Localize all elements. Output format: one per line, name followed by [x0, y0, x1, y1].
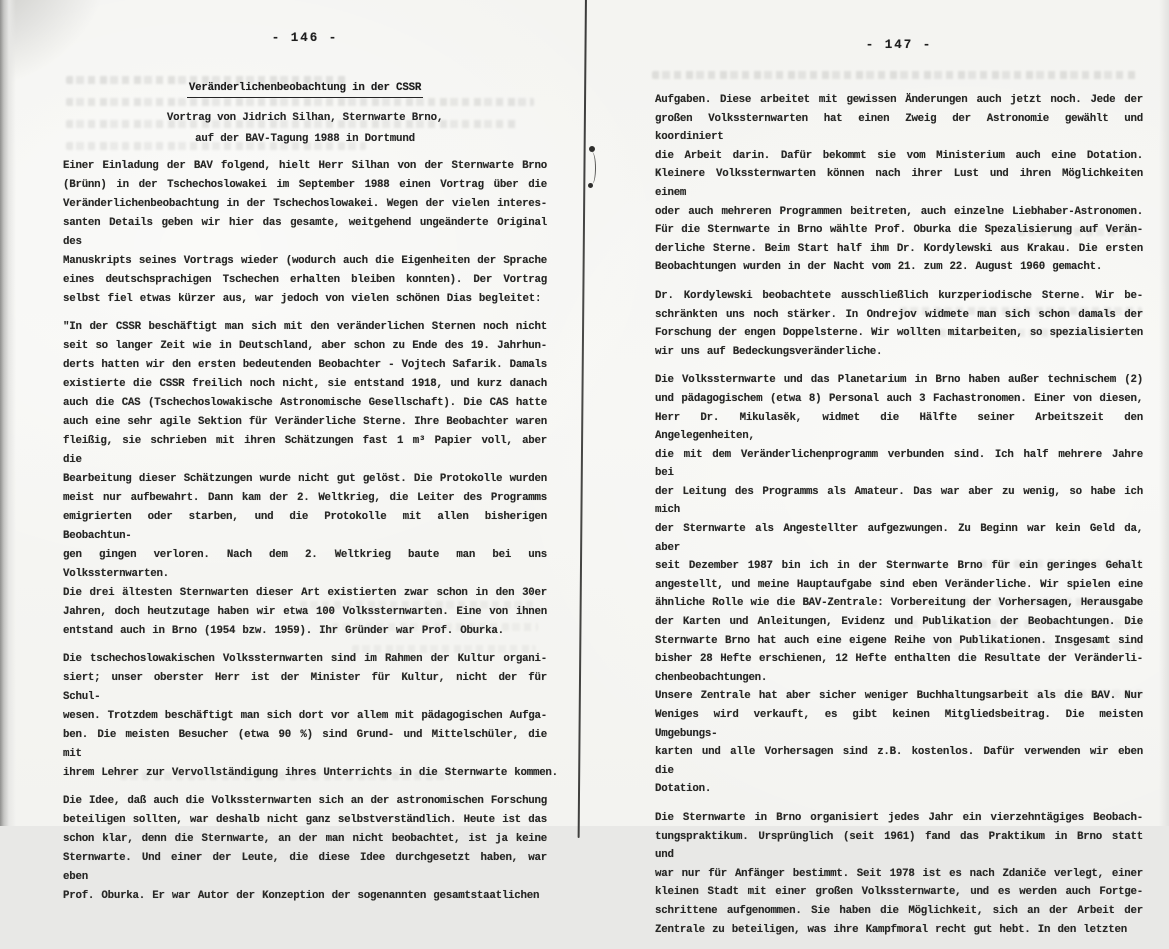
text-line: Beobachtungen wurden in der Nacht vom 21. zum 22. August 1960 gemacht. [655, 261, 1103, 274]
text-line: angestellt, und meine Hauptaufgabe sind eben Veränderliche. Wir spielen eine [655, 578, 1143, 591]
article-title-text: Veränderlichenbeobachtung in der CSSR [187, 82, 423, 98]
text-line: Bearbeitung dieser Schätzungen wurde nicht gut gelöst. Die Protokolle wurden [63, 473, 547, 485]
text-line: bisher 28 Hefte erschienen, 12 Hefte enthalten die Resultate der Veränderli- [655, 653, 1143, 666]
text-line: (Brünn) in der Tschechoslowakei im September 1988 einen Vortrag über die [63, 179, 547, 191]
text-line: Einer Einladung der BAV folgend, hielt Herr Silhan von der Sternwarte Brno [63, 160, 547, 172]
bleed-through-text [652, 71, 1138, 79]
paragraph [655, 371, 1143, 799]
text-line: die Arbeit darin. Dafür bekommt sie vom Ministerium auch eine Dotation. [655, 149, 1143, 162]
text-line: siert; unser oberster Herr ist der Minister für Kultur, nicht der für Schul- [63, 672, 547, 703]
page-146-body-text [63, 157, 558, 915]
bleed-through-text [66, 98, 534, 106]
text-line: entstand auch in Brno (1954 bzw. 1959). Ihr Gründer war Prof. Oburka. [63, 625, 504, 637]
page-147-body-text [655, 91, 1143, 949]
text-line: existierte die CSSR freilich noch nicht, sie entstand 1918, und kurz danach [63, 378, 547, 390]
article-subtitle-line-1: Vortrag von Jidrich Silhan, Sternwarte Brno, [166, 112, 444, 124]
page-number: - 147 - [865, 38, 933, 52]
text-line: Prof. Oburka. Er war Autor der Konzeption der sogenannten gesamtstaatlichen [63, 890, 540, 902]
text-line: karten und alle Vorhersagen sind z.B. kostenlos. Dafür verwenden wir eben die [655, 746, 1143, 777]
page-fold-line [578, 0, 587, 838]
text-line: und pädagogischem (etwa 8) Personal auch 3 Fachastronomen. Einer von diesen, [655, 392, 1143, 405]
article-subtitle-line-2: auf der BAV-Tagung 1988 in Dortmund [195, 133, 415, 145]
text-line: gen gingen verloren. Nach dem 2. Weltkrieg baute man bei uns Volkssternwarten. [63, 549, 547, 580]
text-line: Die tschechoslowakischen Volkssternwarten sind im Rahmen der Kultur organi- [63, 653, 547, 665]
text-line: ähnliche Rolle wie die BAV-Zentrale: Vorbereitung der Vorhersagen, Herausgabe [655, 597, 1143, 610]
text-line: schon klar, denn die Sternwarte, an der man nicht beobachtet, ist ja keine [63, 833, 547, 845]
text-line: Zentrale zu beteiligen, was ihre Kampfmoral recht gut hebt. In den letzten [655, 923, 1127, 936]
text-line: großen Volkssternwarten hat einen Zweig der Astronomie gewählt und koordiniert [655, 112, 1143, 144]
text-line: seit so langer Zeit wie in Deutschland, aber schon zu Ende des 19. Jahrhun- [63, 340, 547, 352]
text-line: Unsere Zentrale hat aber sicher weniger Buchhaltungsarbeit als die BAV. Nur [655, 690, 1143, 703]
text-line: schränkten uns noch stärker. In Ondrejov widmete man sich schon damals der [655, 308, 1143, 321]
text-line: war nur für Anfänger bestimmt. Seit 1978 ist es nach Zdaniče verlegt, einer [655, 867, 1143, 880]
text-line: wir uns auf Bedeckungsveränderliche. [655, 345, 883, 358]
text-line: selbst fiel etwas kürzer aus, war jedoch von vielen schönen Dias begleitet: [63, 293, 542, 305]
text-line: Die Sternwarte in Brno organisiert jedes Jahr ein vierzehntägiges Beobach- [655, 811, 1143, 824]
fold-mark [588, 152, 596, 184]
text-line: beteiligen sollten, war deshalb nicht ganz selbstverständlich. Heute ist das [63, 814, 547, 826]
text-line: Forschung der engen Doppelsterne. Wir wollten mitarbeiten, so spezialisierten [655, 327, 1143, 340]
text-line: fleißig, sie schrieben mit ihren Schätzungen fast 1 m³ Papier voll, aber die [63, 435, 547, 466]
text-line: Dotation. [655, 783, 712, 796]
page-number: - 146 - [271, 31, 339, 45]
article-title [63, 82, 547, 94]
text-line: Manuskripts seines Vortrags wieder (wodurch auch die Eigenheiten der Sprache [63, 255, 547, 267]
text-line: Jahren, doch heutzutage haben wir etwa 100 Volkssternwarten. Eine von ihnen [63, 606, 547, 618]
text-line: meist nur aufbewahrt. Dann kam der 2. Weltkrieg, die Leiter des Programms [63, 492, 547, 504]
text-line: der Sternwarte als Angestellter aufgezwungen. Zu Beginn war kein Geld da, aber [655, 523, 1143, 554]
text-line: Weniges wird verkauft, es gibt keinen Mitgliedsbeitrag. Die meisten Umgebungs- [655, 709, 1143, 740]
text-line: ben. Die meisten Besucher (etwa 90 %) sind Grund- und Mittelschüler, die mit [63, 729, 547, 760]
text-line: tungspraktikum. Ursprünglich (seit 1961) fand das Praktikum in Brno statt und [655, 830, 1143, 862]
text-line: seit Dezember 1987 bin ich in der Sternwarte Brno für ein geringes Gehalt [655, 560, 1143, 573]
text-line: Herr Dr. Mikulasěk, widmet die Hälfte seiner Arbeitszeit den Angelegenheiten, [655, 411, 1143, 443]
paragraph [63, 318, 547, 641]
text-line: Dr. Kordylewski beobachtete ausschließlich kurzperiodische Sterne. Wir be- [655, 289, 1143, 302]
text-line: Kleinere Volkssternwarten können nach ihrer Lust und ihren Möglichkeiten einem [655, 168, 1143, 199]
paragraph [63, 792, 547, 906]
paragraph [63, 650, 558, 783]
text-line: ihrem Lehrer zur Vervollständigung ihres Unterrichts in die Sternwarte kommen. [63, 767, 558, 779]
fold-speck [588, 183, 593, 188]
text-line: Aufgaben. Diese arbeitet mit gewissen Änderungen auch jetzt noch. Jede der [655, 94, 1143, 106]
text-line: der Karten und Anleitungen, Evidenz und Publikation der Beobachtungen. Die [655, 616, 1143, 629]
text-line: "In der CSSR beschäftigt man sich mit den veränderlichen Sternen noch nicht [63, 321, 547, 333]
text-line: auch eine sehr agile Sektion für Veränderliche Sterne. Ihre Beobachter waren [63, 416, 547, 428]
scan-right-edge [1159, 0, 1169, 826]
text-line: santen Details geben wir hier das gesamte, weitgehend ungeänderte Original des [63, 217, 547, 248]
text-line: Sternwarte Brno hat auch eine eigene Reihe von Publikationen. Insgesamt sind [655, 634, 1143, 647]
text-line: Veränderlichenbeobachtung in der Tschechoslowakei. Wegen der vielen interes- [63, 198, 547, 210]
text-line: derliche Sterne. Beim Start half ihm Dr. Kordylewski aus Krakau. Die ersten [655, 242, 1143, 255]
text-line: emigrierten oder starben, und die Protokolle mit allen bisherigen Beobachtun- [63, 511, 547, 542]
text-line: oder auch mehreren Programmen beitreten, auch einzelne Liebhaber-Astronomen. [655, 205, 1143, 218]
text-line: Sternwarte. Und einer der Leute, die diese Idee durchgesetzt haben, war eben [63, 852, 547, 883]
text-line: auch die CAS (Tschechoslowakische Astronomische Gesellschaft). Die CAS hatte [63, 397, 547, 409]
text-line: Für die Sternwarte in Brno wählte Prof. Oburka die Spezalisierung auf Verän- [655, 224, 1143, 237]
text-line: wesen. Trotzdem beschäftigt man sich dort vor allem mit pädagogischen Aufga- [63, 710, 547, 722]
paragraph [655, 287, 1143, 361]
fold-speck [589, 146, 595, 152]
paragraph [63, 157, 547, 309]
text-line: Die Volkssternwarte und das Planetarium in Brno haben außer technischem (2) [655, 374, 1143, 387]
scan-left-edge [0, 0, 16, 826]
paragraph [655, 809, 1143, 939]
text-line: die mit dem Veränderlichenprogramm verbunden sind. Ich half mehrere Jahre bei [655, 448, 1143, 480]
text-line: Die Idee, daß auch die Volkssternwarten sich an der astronomischen Forschung [63, 795, 547, 807]
text-line: eines deutschsprachigen Tschechen erhalten bleiben konnten). Der Vortrag [63, 274, 547, 286]
text-line: derts hatten wir den ersten bedeutenden Beobachter - Vojtech Safarik. Damals [63, 359, 547, 371]
text-line: der Leitung des Programms als Amateur. Das war aber zu wenig, so habe ich mich [655, 485, 1143, 517]
text-line: schrittene aufgenommen. Sie haben die Möglichkeit, sich an der Arbeit der [655, 904, 1143, 917]
paragraph [655, 91, 1143, 277]
text-line: Die drei ältesten Sternwarten dieser Art existierten zwar schon in den 30er [63, 587, 547, 599]
text-line: chenbeobachtungen. [655, 671, 768, 684]
text-line: kleinen Stadt mit einer großen Volkssternwarte, und es werden auch Fortge- [655, 886, 1143, 899]
